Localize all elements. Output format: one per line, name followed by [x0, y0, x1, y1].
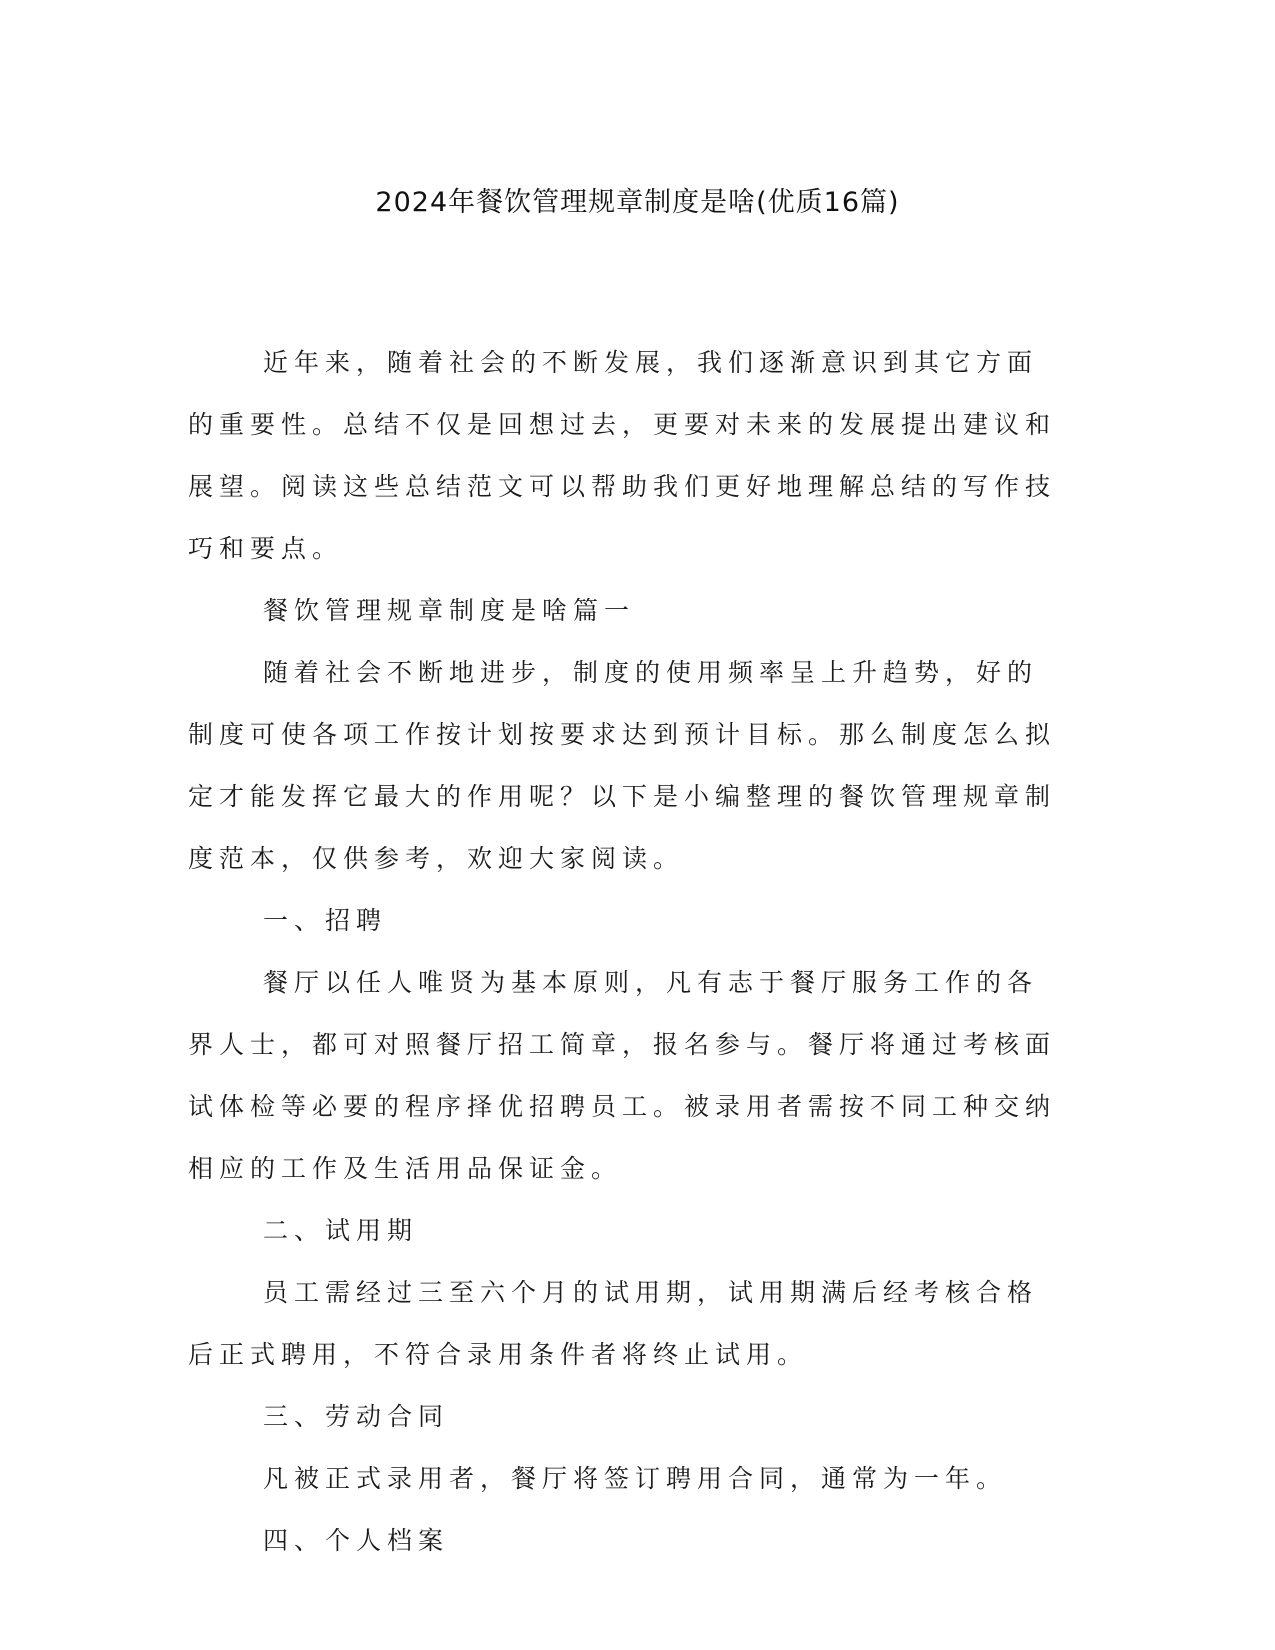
body-paragraph: 凡被正式录用者，餐厅将签订聘用合同，通常为一年。: [263, 1464, 1008, 1493]
section-heading: 二、试用期: [263, 1216, 419, 1245]
section-heading: 三、劳动合同: [263, 1402, 450, 1431]
section-heading: 餐饮管理规章制度是啥篇一: [263, 596, 636, 625]
document-title: 2024年餐饮管理规章制度是啥(优质16篇): [375, 187, 900, 218]
body-paragraph: 餐厅以任人唯贤为基本原则，凡有志于餐厅服务工作的各界人士，都可对照餐厅招工简章，报名参与。餐厅将通过考核面试体检等必要的程序择优招聘员工。被录用者需按不同工种交纳相应的工作及生活用品保证金。: [188, 968, 1057, 1183]
section-heading: 一、招聘: [263, 906, 388, 935]
body-paragraph: 随着社会不断地进步，制度的使用频率呈上升趋势，好的制度可使各项工作按计划按要求达到预计目标。那么制度怎么拟定才能发挥它最大的作用呢？以下是小编整理的餐饮管理规章制度范本，仅供参考，欢迎大家阅读。: [188, 658, 1057, 873]
body-paragraph: 员工需经过三至六个月的试用期，试用期满后经考核合格后正式聘用，不符合录用条件者将终止试用。: [188, 1278, 1039, 1369]
section-heading: 四、个人档案: [263, 1526, 450, 1555]
intro-paragraph: 近年来，随着社会的不断发展，我们逐渐意识到其它方面的重要性。总结不仅是回想过去，更要对未来的发展提出建议和展望。阅读这些总结范文可以帮助我们更好地理解总结的写作技巧和要点。: [188, 348, 1057, 563]
document-body: [188, 332, 1068, 1572]
